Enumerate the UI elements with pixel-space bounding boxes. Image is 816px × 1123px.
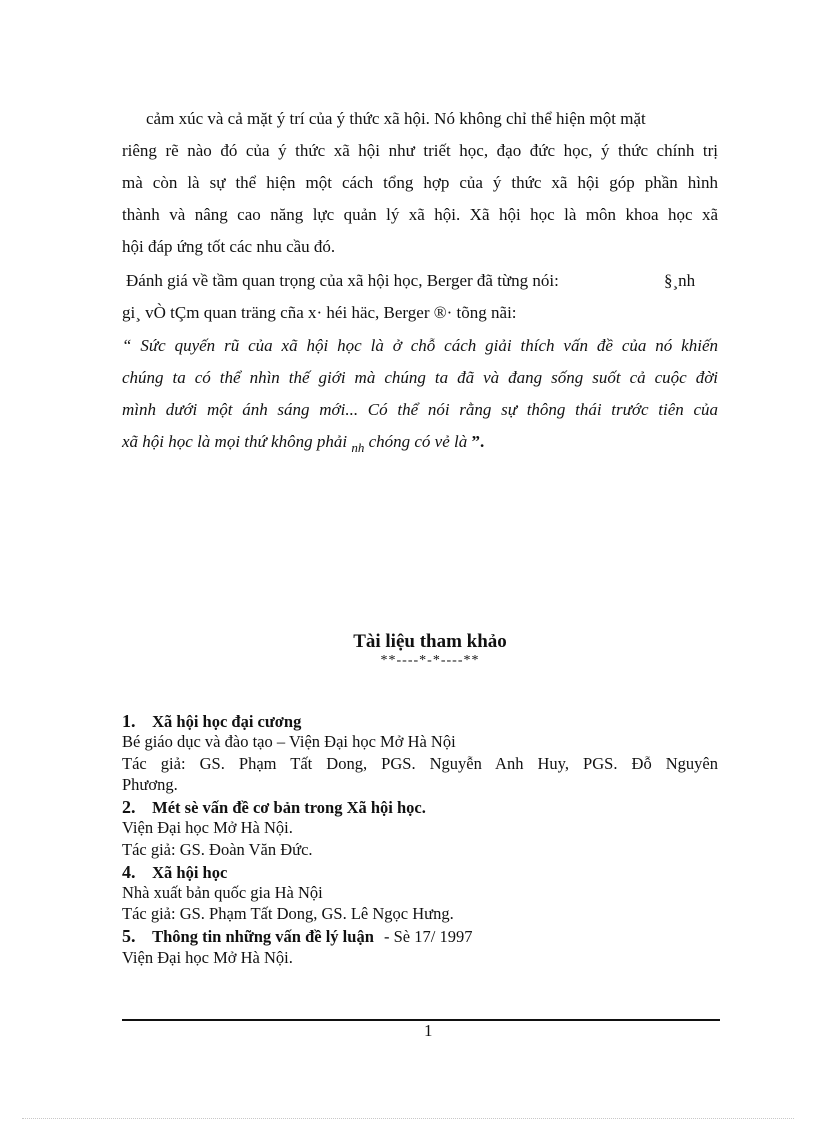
body-line-2: riêng rẽ nào đó của ý thức xã hội như triết học, đạo đức học, ý thức chính trị <box>122 141 718 160</box>
reference-title-suffix: - Sè 17/ 1997 <box>384 927 473 946</box>
body-line-1: cảm xúc và cả mặt ý trí của ý thức xã hội. Nó không chỉ thể hiện một mặt <box>146 109 646 128</box>
footer-rule <box>122 1019 720 1021</box>
reference-number: 2. <box>122 797 136 817</box>
quote-part-b: chóng có vẻ là <box>368 432 468 451</box>
quote-line-2: chúng ta có thể nhìn thế giới mà chúng ta đã và đang sống suốt cả cuộc đời <box>122 368 718 387</box>
reference-1-line-2: Tác giả: GS. Phạm Tất Dong, PGS. Nguyễn Anh Huy, PGS. Đỗ Nguyên <box>122 754 718 773</box>
body-line-4: thành và nâng cao năng lực quản lý xã hội. Xã hội học là môn khoa học xã <box>122 205 718 224</box>
reference-4-line-2: Tác giả: GS. Phạm Tất Dong, GS. Lê Ngọc Hưng. <box>122 904 454 923</box>
reference-1-line-1: Bé giáo dục và đào tạo – Viện Đại học Mở Hà Nội <box>122 732 456 751</box>
quote-subscript: nh <box>351 440 365 455</box>
reference-title: Mét sè vấn đề cơ bản trong Xã hội học. <box>152 798 426 817</box>
reference-number: 5. <box>122 926 136 946</box>
quote-close: ”. <box>471 432 485 451</box>
garbled-line-2: gi¸ vÒ tÇm quan träng cña x· héi häc, Berger ®· tõng nãi: <box>122 303 517 322</box>
quote-line-4 <box>122 431 484 454</box>
reference-1-line-3: Phương. <box>122 775 178 794</box>
quote-line-1: “ Sức quyến rũ của xã hội học là ở chỗ cách giải thích vấn đề của nó khiến <box>122 336 718 355</box>
quote-line-3: mình dưới một ánh sáng mới... Có thể nói rằng sự thông thái trước tiên của <box>122 400 718 419</box>
garbled-fragment-1: §¸nh <box>664 271 696 290</box>
berger-line: Đánh giá về tầm quan trọng của xã hội học, Berger đã từng nói: <box>126 271 559 290</box>
reference-1-heading <box>122 711 718 732</box>
page-number: 1 <box>424 1021 433 1040</box>
reference-title: Thông tin những vấn đề lý luận <box>152 927 374 946</box>
reference-2-heading <box>122 797 718 818</box>
reference-2-line-2: Tác giả: GS. Đoàn Văn Đức. <box>122 840 313 859</box>
references-stars: **----*-*----** <box>380 653 480 668</box>
body-line-3: mà còn là sự thể hiện một cách tổng hợp của ý thức xã hội góp phần hình <box>122 173 718 192</box>
reference-4-heading <box>122 862 718 883</box>
reference-5-line-1: Viện Đại học Mở Hà Nội. <box>122 948 293 967</box>
reference-title: Xã hội học <box>152 863 228 882</box>
body-line-5: hội đáp ứng tốt các nhu cầu đó. <box>122 237 336 256</box>
reference-5-heading <box>122 926 718 947</box>
reference-4-line-1: Nhà xuất bản quốc gia Hà Nội <box>122 883 323 902</box>
reference-number: 1. <box>122 711 136 731</box>
page-edge-divider <box>22 1118 794 1119</box>
references-title: Tài liệu tham khảo <box>353 631 507 652</box>
reference-title: Xã hội học đại cương <box>152 712 302 731</box>
quote-part-a: xã hội học là mọi thứ không phải <box>122 432 348 451</box>
reference-2-line-1: Viện Đại học Mở Hà Nội. <box>122 818 293 837</box>
reference-number: 4. <box>122 862 136 882</box>
